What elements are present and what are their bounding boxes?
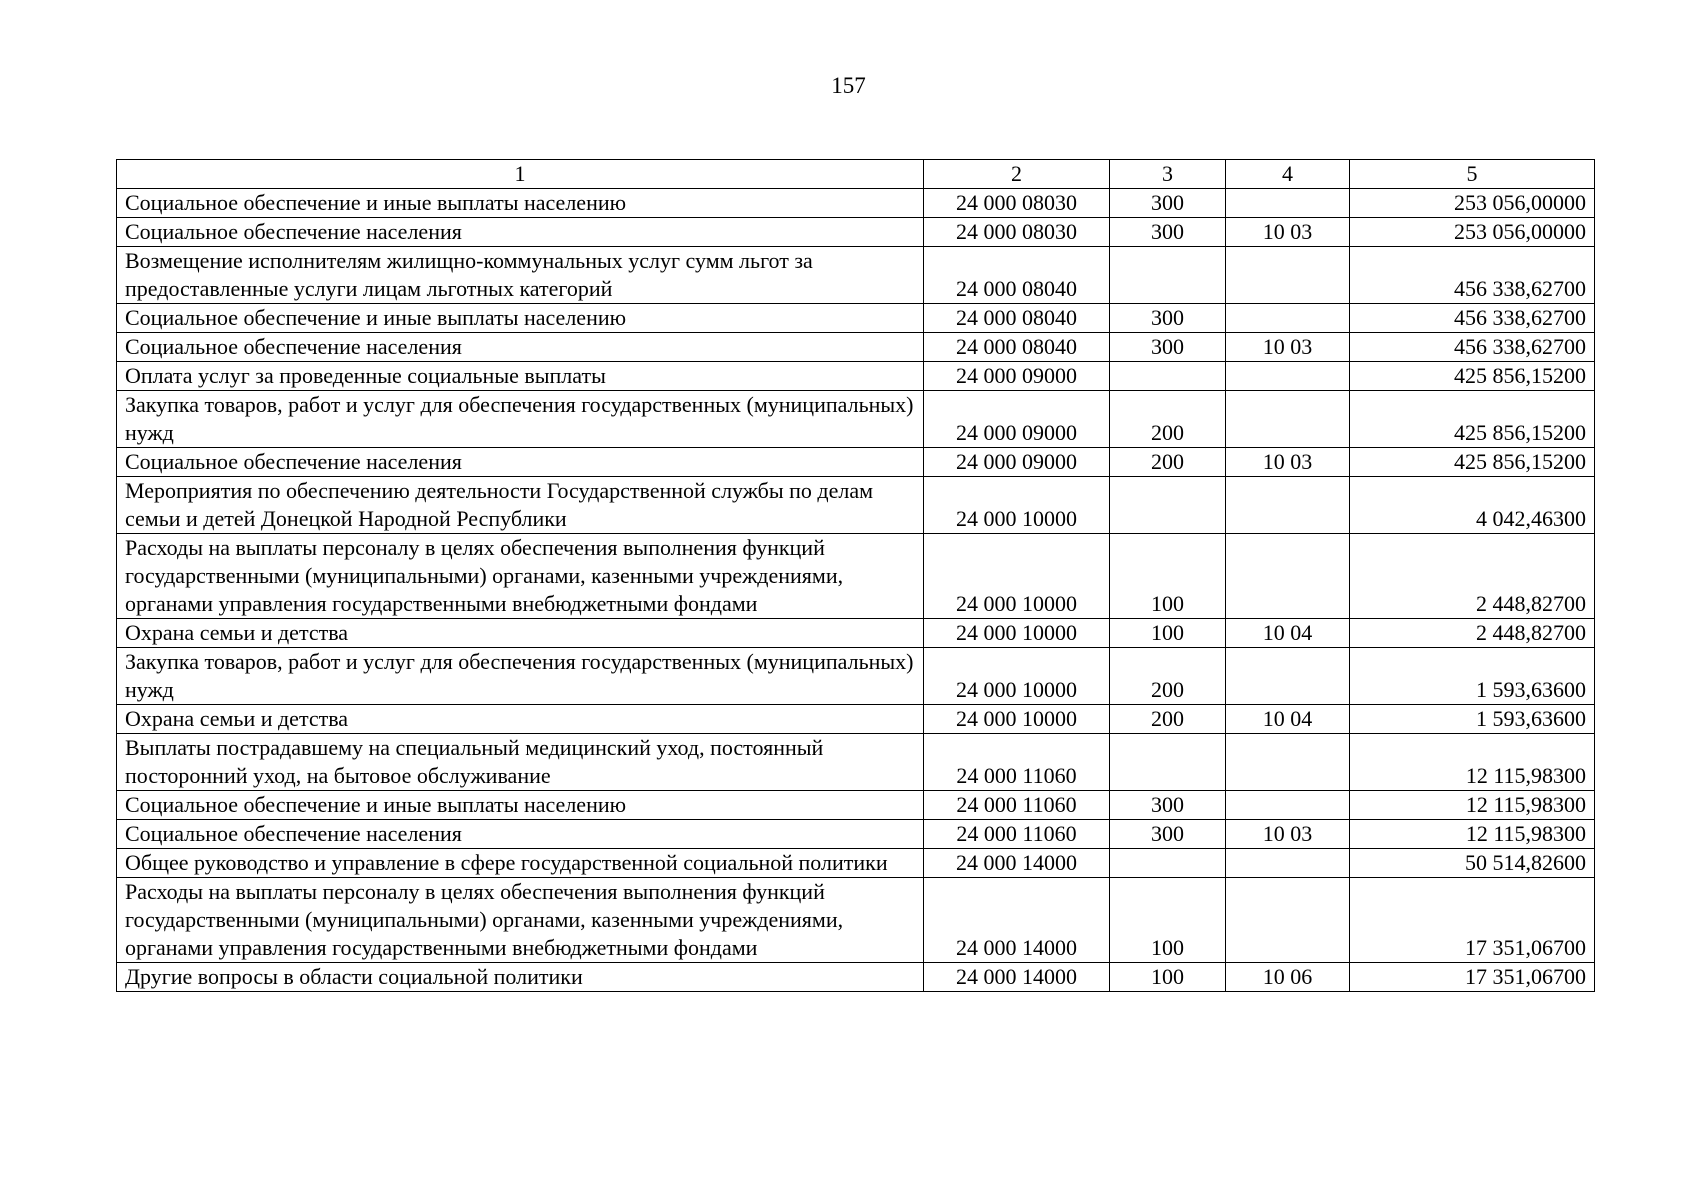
cell-amount: 17 351,06700: [1350, 878, 1595, 963]
cell-expense-type: [1110, 849, 1226, 878]
cell-expense-type: 100: [1110, 878, 1226, 963]
cell-section: 10 06: [1226, 963, 1350, 992]
cell-section: 10 03: [1226, 218, 1350, 247]
cell-code: 24 000 08030: [924, 218, 1110, 247]
cell-name: Социальное обеспечение населения: [117, 333, 924, 362]
cell-code: 24 000 09000: [924, 391, 1110, 448]
table-row: [117, 791, 1595, 820]
cell-name: Мероприятия по обеспечению деятельности Государственной службы по делам семьи и детей Донецкой Народной Республики: [117, 477, 924, 534]
table-row: [117, 648, 1595, 705]
page-number: 157: [831, 73, 866, 98]
table-row: [117, 218, 1595, 247]
cell-code: 24 000 08040: [924, 333, 1110, 362]
cell-expense-type: 300: [1110, 304, 1226, 333]
cell-section: [1226, 189, 1350, 218]
cell-amount: 425 856,15200: [1350, 391, 1595, 448]
cell-section: [1226, 849, 1350, 878]
table-row: [117, 189, 1595, 218]
cell-section: 10 04: [1226, 619, 1350, 648]
cell-amount: 12 115,98300: [1350, 820, 1595, 849]
cell-code: 24 000 09000: [924, 448, 1110, 477]
cell-code: 24 000 10000: [924, 619, 1110, 648]
cell-name: Социальное обеспечение населения: [117, 218, 924, 247]
cell-expense-type: 100: [1110, 963, 1226, 992]
cell-section: [1226, 247, 1350, 304]
cell-amount: 1 593,63600: [1350, 648, 1595, 705]
cell-amount: 2 448,82700: [1350, 619, 1595, 648]
cell-amount: 17 351,06700: [1350, 963, 1595, 992]
cell-amount: 12 115,98300: [1350, 734, 1595, 791]
cell-name: Охрана семьи и детства: [117, 705, 924, 734]
cell-expense-type: 200: [1110, 705, 1226, 734]
header-col-1: 1: [117, 160, 924, 189]
cell-section: 10 03: [1226, 333, 1350, 362]
cell-amount: 456 338,62700: [1350, 333, 1595, 362]
header-col-2: 2: [924, 160, 1110, 189]
cell-code: 24 000 14000: [924, 878, 1110, 963]
cell-expense-type: 300: [1110, 791, 1226, 820]
cell-section: [1226, 791, 1350, 820]
cell-code: 24 000 11060: [924, 791, 1110, 820]
table-row: [117, 963, 1595, 992]
cell-name: Возмещение исполнителям жилищно-коммунальных услуг сумм льгот за предоставленные услуги лицам льготных категорий: [117, 247, 924, 304]
table-body: [117, 189, 1595, 992]
cell-expense-type: 300: [1110, 333, 1226, 362]
cell-section: 10 04: [1226, 705, 1350, 734]
cell-amount: 4 042,46300: [1350, 477, 1595, 534]
table-row: [117, 619, 1595, 648]
cell-name: Социальное обеспечение и иные выплаты населению: [117, 189, 924, 218]
cell-amount: 50 514,82600: [1350, 849, 1595, 878]
cell-expense-type: 100: [1110, 534, 1226, 619]
cell-code: 24 000 09000: [924, 362, 1110, 391]
cell-section: [1226, 648, 1350, 705]
cell-section: 10 03: [1226, 448, 1350, 477]
cell-section: [1226, 304, 1350, 333]
table-row: [117, 304, 1595, 333]
cell-amount: 1 593,63600: [1350, 705, 1595, 734]
table-row: [117, 734, 1595, 791]
cell-code: 24 000 08030: [924, 189, 1110, 218]
cell-code: 24 000 11060: [924, 734, 1110, 791]
cell-expense-type: 300: [1110, 820, 1226, 849]
cell-amount: 456 338,62700: [1350, 247, 1595, 304]
cell-name: Другие вопросы в области социальной политики: [117, 963, 924, 992]
table-row: [117, 448, 1595, 477]
table-row: [117, 820, 1595, 849]
cell-amount: 425 856,15200: [1350, 362, 1595, 391]
cell-expense-type: [1110, 362, 1226, 391]
budget-table: [116, 159, 1595, 992]
cell-name: Общее руководство и управление в сфере государственной социальной политики: [117, 849, 924, 878]
table-row: [117, 391, 1595, 448]
cell-section: [1226, 477, 1350, 534]
cell-name: Социальное обеспечение населения: [117, 448, 924, 477]
cell-amount: 425 856,15200: [1350, 448, 1595, 477]
cell-code: 24 000 10000: [924, 705, 1110, 734]
cell-section: [1226, 362, 1350, 391]
table-row: [117, 534, 1595, 619]
cell-expense-type: [1110, 247, 1226, 304]
table-row: [117, 362, 1595, 391]
cell-amount: 253 056,00000: [1350, 218, 1595, 247]
cell-name: Социальное обеспечение и иные выплаты населению: [117, 304, 924, 333]
cell-expense-type: [1110, 477, 1226, 534]
header-col-3: 3: [1110, 160, 1226, 189]
table-row: [117, 247, 1595, 304]
cell-section: [1226, 878, 1350, 963]
cell-name: Охрана семьи и детства: [117, 619, 924, 648]
cell-name: Расходы на выплаты персоналу в целях обеспечения выполнения функций государственными (муниципальными) органами, казенными учреждениями, органами управления государственными внебюджетными фондами: [117, 878, 924, 963]
cell-name: Социальное обеспечение и иные выплаты населению: [117, 791, 924, 820]
cell-code: 24 000 08040: [924, 247, 1110, 304]
cell-amount: 2 448,82700: [1350, 534, 1595, 619]
cell-code: 24 000 14000: [924, 963, 1110, 992]
cell-expense-type: [1110, 734, 1226, 791]
table-row: [117, 333, 1595, 362]
cell-amount: 12 115,98300: [1350, 791, 1595, 820]
cell-section: [1226, 391, 1350, 448]
cell-code: 24 000 08040: [924, 304, 1110, 333]
cell-expense-type: 300: [1110, 189, 1226, 218]
cell-name: Закупка товаров, работ и услуг для обеспечения государственных (муниципальных) нужд: [117, 648, 924, 705]
cell-name: Выплаты пострадавшему на специальный медицинский уход, постоянный посторонний уход, на бытовое обслуживание: [117, 734, 924, 791]
cell-name: Социальное обеспечение населения: [117, 820, 924, 849]
cell-expense-type: 100: [1110, 619, 1226, 648]
cell-section: [1226, 734, 1350, 791]
cell-name: Оплата услуг за проведенные социальные выплаты: [117, 362, 924, 391]
cell-name: Расходы на выплаты персоналу в целях обеспечения выполнения функций государственными (муниципальными) органами, казенными учреждениями, органами управления государственными внебюджетными фондами: [117, 534, 924, 619]
cell-expense-type: 300: [1110, 218, 1226, 247]
header-col-4: 4: [1226, 160, 1350, 189]
table-row: [117, 477, 1595, 534]
table-row: [117, 878, 1595, 963]
cell-amount: 456 338,62700: [1350, 304, 1595, 333]
table-row: [117, 705, 1595, 734]
cell-amount: 253 056,00000: [1350, 189, 1595, 218]
cell-code: 24 000 10000: [924, 648, 1110, 705]
cell-section: [1226, 534, 1350, 619]
cell-expense-type: 200: [1110, 448, 1226, 477]
table-row: [117, 849, 1595, 878]
cell-code: 24 000 10000: [924, 477, 1110, 534]
cell-code: 24 000 14000: [924, 849, 1110, 878]
cell-section: 10 03: [1226, 820, 1350, 849]
cell-code: 24 000 10000: [924, 534, 1110, 619]
cell-expense-type: 200: [1110, 648, 1226, 705]
header-col-5: 5: [1350, 160, 1595, 189]
cell-expense-type: 200: [1110, 391, 1226, 448]
cell-code: 24 000 11060: [924, 820, 1110, 849]
table-header-row: [117, 160, 1595, 189]
cell-name: Закупка товаров, работ и услуг для обеспечения государственных (муниципальных) нужд: [117, 391, 924, 448]
